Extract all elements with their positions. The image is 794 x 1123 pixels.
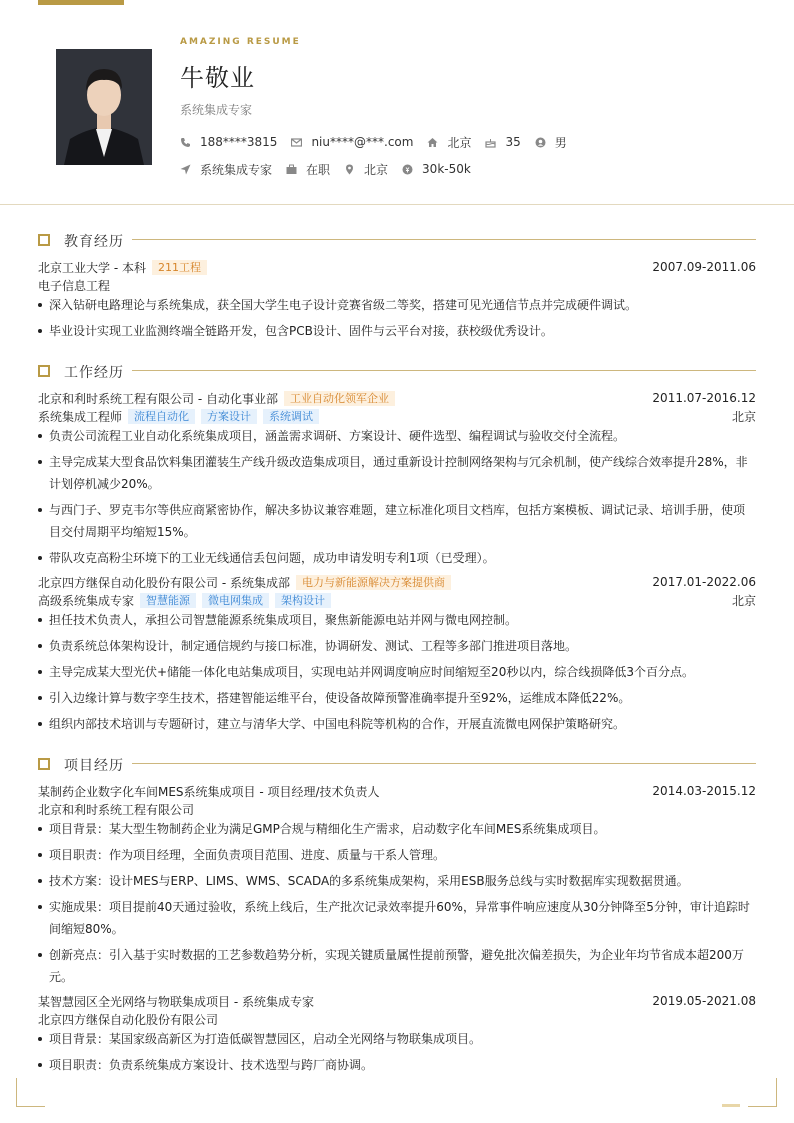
candidate-name: 牛敬业 bbox=[180, 64, 255, 92]
project-title: 某智慧园区全光网络与物联集成项目 - 系统集成专家 bbox=[38, 994, 314, 1009]
list-item: 负责公司流程工业自动化系统集成项目，涵盖需求调研、方案设计、硬件选型、编程调试与验收交付全流程。 bbox=[38, 425, 756, 447]
profile-photo bbox=[56, 49, 152, 165]
list-item: 担任技术负责人，承担公司智慧能源系统集成项目，聚焦新能源电站并网与微电网控制。 bbox=[38, 609, 756, 631]
project-date: 2014.03-2015.12 bbox=[652, 784, 756, 798]
major-row bbox=[38, 277, 756, 293]
briefcase-icon bbox=[286, 164, 297, 175]
project-company-row bbox=[38, 801, 756, 817]
top-accent-bar bbox=[38, 0, 124, 5]
job-title: 系统集成工程师 bbox=[38, 409, 123, 424]
gender-text: 男 bbox=[554, 135, 567, 150]
home-icon bbox=[427, 137, 438, 148]
cake-icon bbox=[485, 137, 496, 148]
job-title: 高级系统集成专家 bbox=[38, 593, 135, 608]
list-item: 技术方案：设计MES与ERP、LIMS、WMS、SCADA的多系统集成架构，采用ESB服务总线与实时数据库实现数据贯通。 bbox=[38, 870, 756, 892]
contact-row bbox=[180, 134, 581, 150]
section-title: 工作经历 bbox=[64, 365, 124, 381]
phone-item bbox=[180, 135, 277, 149]
mail-icon bbox=[291, 137, 302, 148]
email-item bbox=[291, 135, 413, 149]
list-item: 实施成果：项目提前40天通过验收，系统上线后，生产批次记录效率提升60%，异常事件响应速度从30分钟降至5分钟，审计追踪时间缩短80%。 bbox=[38, 896, 756, 940]
list-item: 创新亮点：引入基于实时数据的工艺参数趋势分析，实现关键质量属性提前预警，避免批次偏差损失，为企业年均节省成本超200万元。 bbox=[38, 944, 756, 988]
company-name: 北京四方继保自动化股份有限公司 - 系统集成部 bbox=[38, 575, 290, 590]
education-date: 2007.09-2011.06 bbox=[652, 260, 756, 274]
section-education bbox=[38, 232, 756, 248]
section-marker-icon bbox=[38, 365, 50, 377]
age-item bbox=[485, 135, 520, 149]
project-company-row bbox=[38, 1011, 756, 1027]
work-entry-header bbox=[38, 574, 756, 590]
target-role-item bbox=[180, 161, 272, 178]
list-item: 组织内部技术培训与专题研讨，建立与清华大学、中国电科院等机构的合作，开展直流微电网保护策略研究。 bbox=[38, 713, 756, 735]
header-divider bbox=[0, 204, 794, 205]
section-work bbox=[38, 363, 756, 379]
project-entry-header bbox=[38, 783, 756, 799]
skill-tag: 架构设计 bbox=[275, 593, 331, 608]
user-icon bbox=[535, 137, 546, 148]
list-item: 负责系统总体架构设计，制定通信规约与接口标准，协调研发、测试、工程等多部门推进项目落地。 bbox=[38, 635, 756, 657]
phone-icon bbox=[180, 137, 191, 148]
salary-text: 30k-50k bbox=[422, 162, 471, 176]
corner-ornament-left bbox=[16, 1078, 45, 1107]
list-item: 项目背景：某国家级高新区为打造低碳智慧园区，启动全光网络与物联集成项目。 bbox=[38, 1028, 756, 1050]
list-item: 引入边缘计算与数字孪生技术，搭建智能运维平台，使设备故障预警准确率提升至92%，运维成本降低22%。 bbox=[38, 687, 756, 709]
money-icon bbox=[402, 164, 413, 175]
section-rule bbox=[132, 763, 756, 764]
candidate-subtitle: 系统集成专家 bbox=[180, 103, 253, 117]
section-project bbox=[38, 756, 756, 772]
work-location: 北京 bbox=[731, 593, 756, 608]
work-role-row bbox=[38, 408, 756, 424]
skill-tag: 流程自动化 bbox=[128, 409, 195, 424]
section-title: 项目经历 bbox=[64, 758, 124, 774]
school-name: 北京工业大学 - 本科 bbox=[38, 260, 146, 275]
city-item bbox=[427, 134, 471, 151]
skill-tag: 方案设计 bbox=[201, 409, 257, 424]
age-text: 35 bbox=[505, 135, 521, 149]
work-date: 2011.07-2016.12 bbox=[652, 391, 756, 405]
work-location: 北京 bbox=[731, 409, 756, 424]
work-role-row bbox=[38, 592, 756, 608]
target-role-text: 系统集成专家 bbox=[200, 162, 273, 177]
list-item: 深入钻研电路理论与系统集成，获全国大学生电子设计竞赛省级二等奖，搭建可见光通信节点并完成硬件调试。 bbox=[38, 294, 756, 316]
section-marker-icon bbox=[38, 758, 50, 770]
work-entry-header bbox=[38, 390, 756, 406]
skill-tag: 系统调试 bbox=[263, 409, 319, 424]
work-date: 2017.01-2022.06 bbox=[652, 575, 756, 589]
list-item: 带队攻克高粉尘环境下的工业无线通信丢包问题，成功申请发明专利1项（已受理）。 bbox=[38, 547, 756, 569]
section-marker-icon bbox=[38, 234, 50, 246]
target-city-item bbox=[344, 161, 388, 178]
skill-tag: 智慧能源 bbox=[140, 593, 196, 608]
education-entry-header bbox=[38, 259, 756, 275]
list-item: 主导完成某大型光伏+储能一体化电站集成项目，实现电站并网调度响应时间缩短至20秒以内，综合线损降低3个百分点。 bbox=[38, 661, 756, 683]
corner-ornament-right bbox=[748, 1078, 777, 1107]
list-item: 项目职责：负责系统集成方案设计、技术选型与跨厂商协调。 bbox=[38, 1054, 756, 1076]
send-icon bbox=[180, 164, 191, 175]
section-title: 教育经历 bbox=[64, 234, 124, 250]
target-city-text: 北京 bbox=[364, 162, 389, 177]
school-tag: 211工程 bbox=[152, 260, 207, 275]
list-item: 项目背景：某大型生物制药企业为满足GMP合规与精细化生产需求，启动数字化车间MES系统集成项目。 bbox=[38, 818, 756, 840]
company-name: 北京和利时系统工程有限公司 - 自动化事业部 bbox=[38, 391, 278, 406]
gender-item bbox=[535, 134, 567, 151]
section-rule bbox=[132, 370, 756, 371]
project-date: 2019.05-2021.08 bbox=[652, 994, 756, 1008]
major-name: 电子信息工程 bbox=[38, 278, 111, 293]
project-company: 北京和利时系统工程有限公司 bbox=[38, 802, 195, 817]
project-company: 北京四方继保自动化股份有限公司 bbox=[38, 1012, 219, 1027]
list-item: 与西门子、罗克韦尔等供应商紧密协作，解决多协议兼容难题，建立标准化项目文档库，包括方案模板、调试记录、培训手册，使项目交付周期平均缩短15%。 bbox=[38, 499, 756, 543]
location-pin-icon bbox=[344, 164, 355, 175]
email-text: niu****@***.com bbox=[311, 135, 414, 149]
status-item bbox=[286, 161, 330, 178]
section-rule bbox=[132, 239, 756, 240]
company-tag: 工业自动化领军企业 bbox=[284, 391, 395, 406]
company-tag: 电力与新能源解决方案提供商 bbox=[296, 575, 451, 590]
status-text: 在职 bbox=[306, 162, 331, 177]
job-intent-row bbox=[180, 161, 485, 177]
list-item: 项目职责：作为项目经理，全面负责项目范围、进度、质量与干系人管理。 bbox=[38, 844, 756, 866]
list-item: 毕业设计实现工业监测终端全链路开发，包含PCB设计、固件与云平台对接，获校级优秀设计。 bbox=[38, 320, 756, 342]
salary-item bbox=[402, 162, 471, 176]
project-entry-header bbox=[38, 993, 756, 1009]
brand-label: AMAZING RESUME bbox=[180, 37, 301, 47]
city-text: 北京 bbox=[447, 135, 472, 150]
page-indicator bbox=[722, 1104, 740, 1107]
skill-tag: 微电网集成 bbox=[202, 593, 269, 608]
list-item: 主导完成某大型食品饮料集团灌装生产线升级改造集成项目，通过重新设计控制网络架构与冗余机制，使产线综合效率提升28%，非计划停机减少20%。 bbox=[38, 451, 756, 495]
phone-text: 188****3815 bbox=[200, 135, 278, 149]
project-title: 某制药企业数字化车间MES系统集成项目 - 项目经理/技术负责人 bbox=[38, 784, 380, 799]
